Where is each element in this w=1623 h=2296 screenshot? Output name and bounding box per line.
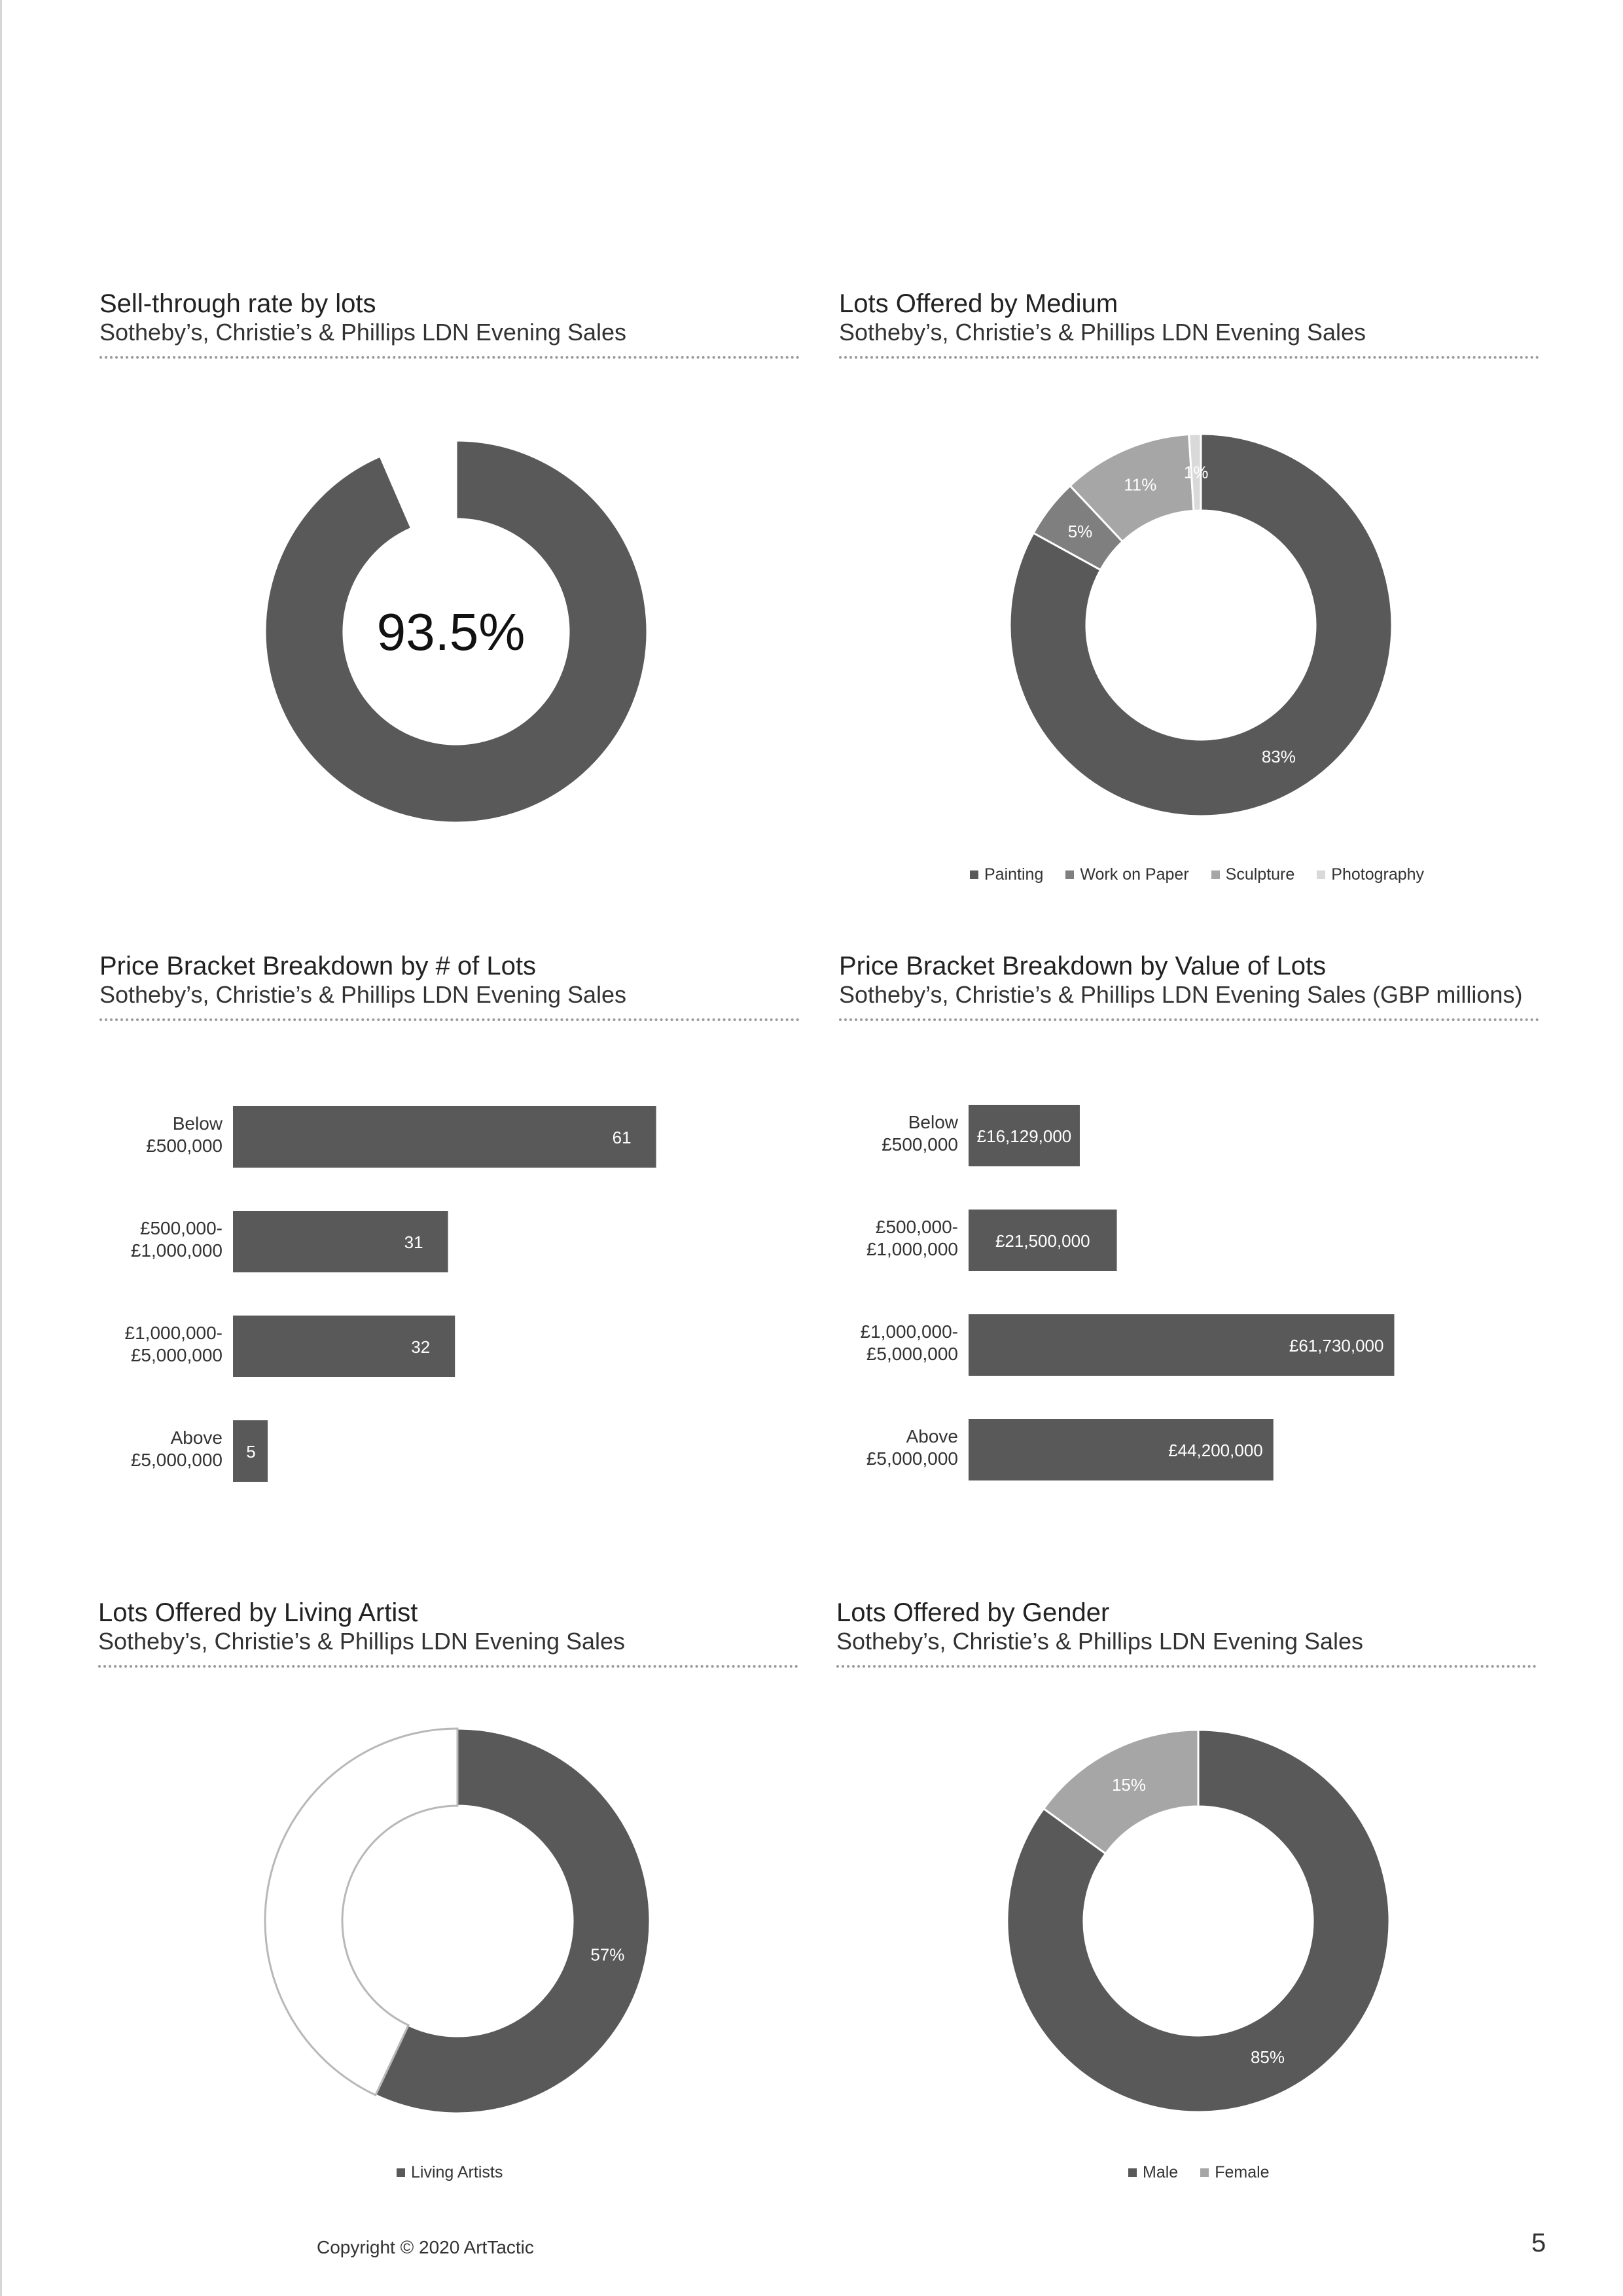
category-label: £5,000,000 <box>130 1450 223 1470</box>
legend-swatch <box>1128 2168 1137 2177</box>
legend-item-male <box>1128 2163 1178 2182</box>
chart-title: Lots Offered by Living Artist <box>98 1598 418 1627</box>
legend-label: Painting <box>984 865 1044 884</box>
bar-value-label: 32 <box>411 1337 431 1357</box>
category-label: £1,000,000- <box>124 1323 223 1343</box>
bar-value-label: £61,730,000 <box>1289 1336 1384 1355</box>
legend-item-painting <box>970 865 1043 884</box>
category-label: £500,000 <box>146 1136 223 1156</box>
chart-bracket-value <box>839 950 1539 1605</box>
legend-swatch <box>1065 870 1074 879</box>
category-label: Below <box>172 1113 223 1134</box>
legend-label: Sculpture <box>1225 865 1295 884</box>
legend-label: Living Artists <box>411 2163 503 2181</box>
chart-title: Price Bracket Breakdown by Value of Lots <box>839 952 1327 980</box>
slice-label-male: 85% <box>1250 2047 1285 2068</box>
chart-sell-through <box>99 288 800 942</box>
legend-swatch <box>397 2168 405 2177</box>
center-value-label: 93.5% <box>376 603 526 661</box>
chart-subtitle: Sotheby’s, Christie’s & Phillips LDN Evening Sales (GBP millions) <box>839 981 1523 1008</box>
bracket-value-bars <box>839 950 1539 1539</box>
chart-gender <box>836 1597 1537 2251</box>
slice-label-sculpture: 11% <box>1124 475 1157 495</box>
legend-label: Female <box>1215 2163 1270 2181</box>
chart-subtitle: Sotheby’s, Christie’s & Phillips LDN Evening Sales <box>99 981 627 1008</box>
category-label: £500,000- <box>139 1218 223 1238</box>
slice-label-photography: 1% <box>1183 462 1209 482</box>
footer-copyright: Copyright © 2020 ArtTactic <box>317 2237 534 2257</box>
legend-item-sculpture <box>1211 865 1295 884</box>
slice-label-painting: 83% <box>1261 746 1296 766</box>
chart-bracket-lots <box>99 950 800 1605</box>
bar-value-label: £44,200,000 <box>1168 1441 1263 1460</box>
chart-legend <box>397 2163 503 2182</box>
bar-value-label: £16,129,000 <box>976 1126 1072 1146</box>
category-label: Below <box>908 1112 958 1132</box>
category-label: £1,000,000 <box>130 1240 223 1261</box>
category-label: Above <box>170 1427 223 1448</box>
category-label: £5,000,000 <box>866 1344 958 1364</box>
chart-title: Lots Offered by Medium <box>839 289 1118 318</box>
bar-value-label: £21,500,000 <box>995 1231 1090 1251</box>
legend-item-photography <box>1317 865 1424 884</box>
legend-item-work-on-paper <box>1065 865 1188 884</box>
legend-label: Work on Paper <box>1080 865 1189 884</box>
chart-living-artist <box>98 1597 798 2251</box>
legend-swatch <box>970 870 978 879</box>
bar-value-label: 61 <box>612 1128 632 1147</box>
legend-swatch <box>1317 870 1325 879</box>
sell-through-donut <box>99 288 800 942</box>
chart-subtitle: Sotheby’s, Christie’s & Phillips LDN Evening Sales <box>99 319 627 346</box>
legend-item-living-artists <box>397 2163 503 2182</box>
legend-label: Male <box>1143 2163 1179 2181</box>
bar-0 <box>233 1106 656 1168</box>
chart-subtitle: Sotheby’s, Christie’s & Phillips LDN Evening Sales <box>836 1628 1364 1655</box>
category-label: £1,000,000- <box>860 1321 958 1342</box>
page-number: 5 <box>1531 2229 1546 2257</box>
chart-legend <box>970 865 1424 884</box>
slice-label-female: 15% <box>1111 1774 1147 1795</box>
category-label: £5,000,000 <box>866 1448 958 1469</box>
category-label: £5,000,000 <box>130 1345 223 1365</box>
bracket-lots-bars <box>99 950 800 1539</box>
slice-label-living-artists: 57% <box>590 1945 625 1965</box>
legend-swatch <box>1200 2168 1209 2177</box>
chart-legend <box>1128 2163 1270 2182</box>
chart-subtitle: Sotheby’s, Christie’s & Phillips LDN Evening Sales <box>98 1628 626 1655</box>
living-artist-donut <box>98 1597 798 2251</box>
bar-value-label: 31 <box>404 1232 423 1252</box>
gender-donut <box>836 1597 1537 2251</box>
category-label: £1,000,000 <box>866 1239 958 1259</box>
bar-value-label: 5 <box>246 1442 256 1462</box>
legend-label: Photography <box>1331 865 1425 884</box>
page-edge-rule <box>0 0 2 2296</box>
chart-title: Lots Offered by Gender <box>836 1598 1110 1627</box>
chart-title: Sell-through rate by lots <box>99 289 376 318</box>
category-label: £500,000- <box>875 1217 958 1237</box>
category-label: £500,000 <box>882 1134 958 1155</box>
legend-swatch <box>1211 870 1220 879</box>
chart-subtitle: Sotheby’s, Christie’s & Phillips LDN Evening Sales <box>839 319 1366 346</box>
chart-title: Price Bracket Breakdown by # of Lots <box>99 952 536 980</box>
chart-medium <box>839 288 1539 942</box>
category-label: Above <box>906 1426 958 1446</box>
medium-donut <box>839 288 1539 942</box>
legend-item-female <box>1200 2163 1269 2182</box>
slice-label-work-on-paper: 5% <box>1067 521 1093 541</box>
